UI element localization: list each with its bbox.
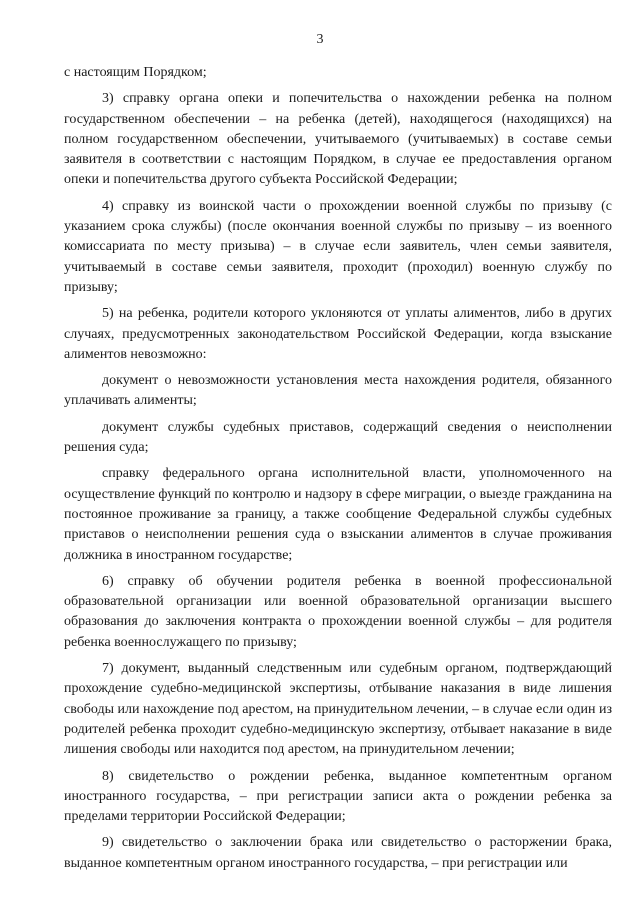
document-body [64,63,612,880]
paragraph-item-3: 3) справку органа опеки и попечительства о нахождении ребенка на полном государственном обеспечении – на ребенка (детей), находящегося (находящихся) на полном государственном обеспечении, учитываемого (учитываемых) в составе семьи заявителя в соответствии с настоящим Порядком, в случае ее предоставления органом опеки и попечительства другого субъекта Российской Федерации; [64,91,612,188]
paragraph-item-8: 8) свидетельство о рождении ребенка, выданное компетентным органом иностранного государства, – при регистрации записи акта о рождении ребенка за пределами территории Российской Федерации; [64,768,612,825]
paragraph-item-5-sub-1: документ о невозможности установления места нахождения родителя, обязанного уплачивать алименты; [64,373,612,409]
paragraph-item-7: 7) документ, выданный следственным или судебным органом, подтверждающий прохождение судебно-медицинской экспертизы, отбывание наказания в виде лишения свободы или нахождение под арестом, на принудительном лечении, – в случае если один из родителей ребенка проходит судебно-медицинскую экспертизу, отбывает наказание в виде лишения свободы или находится под арестом, на принудительном лечении; [64,661,612,758]
paragraph-item-4: 4) справку из воинской части о прохождении военной службы по призыву (с указанием срока службы) (после окончания военной службы по призыву – из военного комиссариата по месту призыва) – в случае если заявитель, член семьи заявителя, учитываемый в составе семьи заявителя, проходит (проходил) военную службу по призыву; [64,198,612,295]
paragraph-item-5: 5) на ребенка, родители которого уклоняются от уплаты алиментов, либо в других случаях, предусмотренных законодательством Российской Федерации, когда взыскание алиментов невозможно: [64,306,612,362]
paragraph-item-5-sub-3: справку федерального органа исполнительной власти, уполномоченного на осуществление функций по контролю и надзору в сфере миграции, о выезде гражданина на постоянное проживание за границу, а также сообщение Федеральной службы судебных приставов о неисполнении решения суда о взыскании алиментов в случае проживания должника в иностранном государстве; [64,466,612,563]
paragraph-continuation: с настоящим Порядком; [64,65,207,80]
paragraph-item-9: 9) свидетельство о заключении брака или свидетельство о расторжении брака, выданное компетентным органом иностранного государства, – при регистрации или [64,835,612,871]
page-number: 3 [316,32,324,47]
paragraph-item-5-sub-2: документ службы судебных приставов, содержащий сведения о неисполнении решения суда; [64,419,612,456]
paragraph-item-6: 6) справку об обучении родителя ребенка в военной профессиональной образовательной организации или военной образовательной организации высшего образования до заключения контракта о прохождении военной службы – для родителя ребенка военнослужащего по призыву; [64,573,612,650]
